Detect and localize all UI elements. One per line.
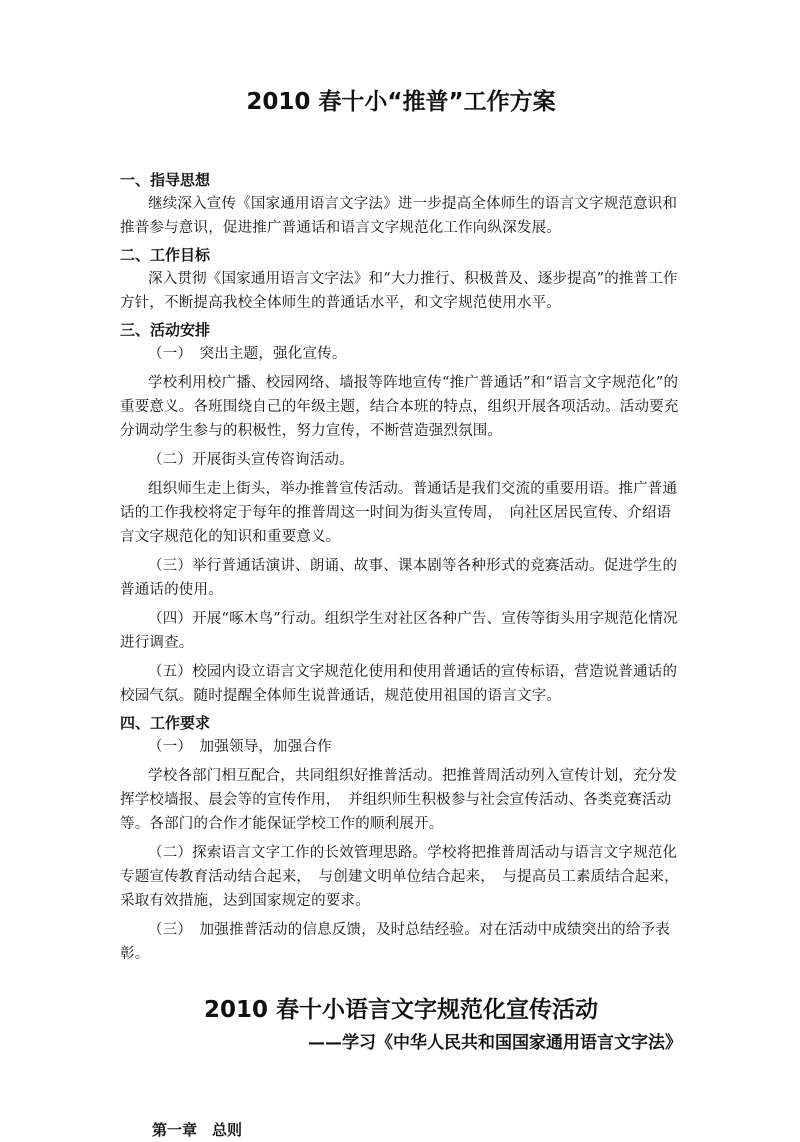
paragraph: （三）举行普通话演讲、朗诵、故事、课本剧等各种形式的竞赛活动。促进学生的普通话的使用。 <box>120 558 678 598</box>
chapter-heading: 第一章 总则 <box>152 1121 243 1139</box>
title-spacer <box>120 118 682 168</box>
paragraph: 组织师生走上街头，举办推普宣传活动。普通话是我们交流的重要用语。推广普通话的工作我校将定于每年的推普周这一时间为街头宣传周， 向社区居民宣传、介绍语言文字规范化的知识和重要意义。 <box>120 481 678 545</box>
paragraph: （三） 加强推普活动的信息反馈，及时总结经验。对在活动中成绩突出的给予表彰。 <box>120 922 670 962</box>
section-heading: 一、指导思想 <box>120 171 211 189</box>
paragraph: （二）探索语言文字工作的长效管理思路。学校将把推普周活动与语言文字规范化专题宣传教育活动结合起来， 与创建文明单位结合起来， 与提高员工素质结合起来，采取有效措施，达到国家规定的要求。 <box>120 845 679 909</box>
section-work-goals <box>120 243 682 315</box>
paragraph: 学校利用校广播、校园网络、墙报等阵地宣传“推广普通话”和“语言文字规范化”的重要意义。各班围绕自己的年级主题，结合本班的特点，组织开展各项活动。活动要充分调动学生参与的积极性，努力宣传，不断营造强烈氛围。 <box>120 375 679 439</box>
section-guiding-ideology <box>120 168 682 240</box>
second-subtitle: ——学习《中华人民共和国国家通用语言文字法》 <box>308 1033 682 1053</box>
section-work-requirements <box>120 711 682 966</box>
paragraph: 继续深入宣传《国家通用语言文字法》进一步提高全体师生的语言文字规范意识和推普参与意识，促进推广普通话和语言文字规范化工作向纵深发展。 <box>120 196 678 236</box>
paragraph: （五）校园内设立语言文字规范化使用和使用普通话的宣传标语，营造说普通话的校园气氛。随时提醒全体师生说普通话，规范使用祖国的语言文字。 <box>120 664 678 704</box>
paragraph: （一） 加强领导，加强合作 <box>148 739 332 755</box>
section-heading: 三、活动安排 <box>120 321 211 339</box>
section-activity-plan <box>120 318 682 708</box>
paragraph: 深入贯彻《国家通用语言文字法》和“大力推行、积极普及、逐步提高”的推普工作方针，不断提高我校全体师生的普通话水平，和文字规范使用水平。 <box>120 271 678 311</box>
second-title: 2010 春十小语言文字规范化宣传活动 <box>203 997 599 1023</box>
paragraph: （四）开展“啄木鸟”行动。组织学生对社区各种广告、宣传等街头用字规范化情况进行调查。 <box>120 611 678 651</box>
section-heading: 四、工作要求 <box>120 714 211 732</box>
paragraph: 学校各部门相互配合，共同组织好推普活动。把推普周活动列入宣传计划，充分发挥学校墙报、晨会等的宣传作用， 并组织师生积极参与社会宣传活动、各类竞赛活动等。各部门的合作才能保证学校工作的顺利展开。 <box>120 768 678 832</box>
paragraph: （二）开展街头宣传咨询活动。 <box>148 452 354 468</box>
paragraph: （一） 突出主题，强化宣传。 <box>148 346 347 362</box>
section-heading: 二、工作目标 <box>120 246 211 264</box>
document-title: 2010 春十小“推普”工作方案 <box>246 89 556 115</box>
